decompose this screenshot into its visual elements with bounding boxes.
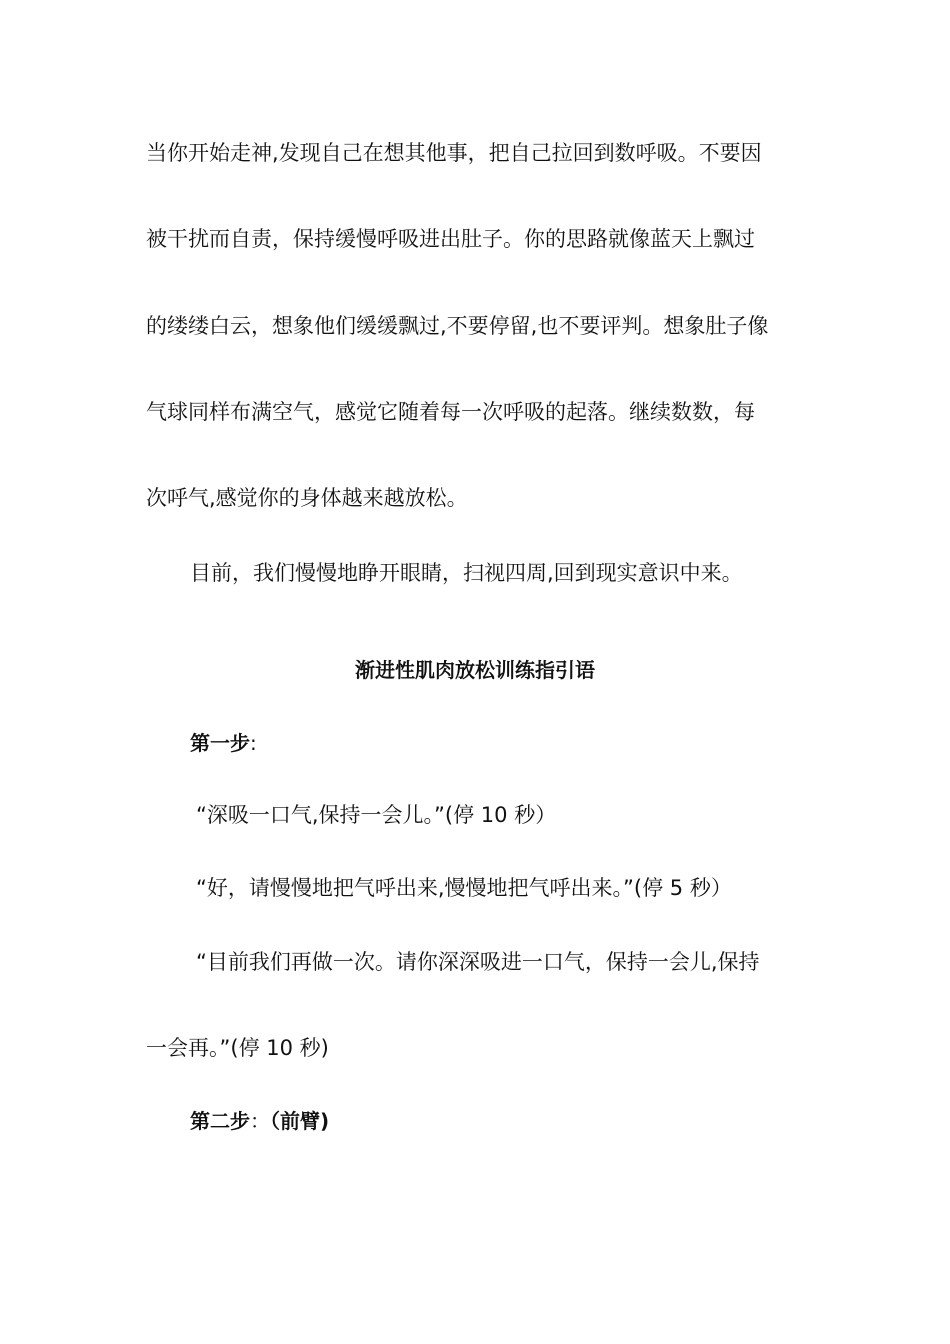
step1-continuation: 一会再。”(停 10 秒) [146, 1036, 329, 1060]
step2-colon: ： [250, 1109, 270, 1133]
step1-colon: : [250, 731, 257, 755]
step1-heading-text: 第一步 [190, 731, 250, 755]
step1-line-1: “深吸一口气,保持一会儿。”(停 10 秒） [196, 803, 557, 827]
intro-line-2: 被干扰而自责，保持缓慢呼吸进出肚子。你的思路就像蓝天上飘过 [146, 227, 755, 251]
intro-line-1: 当你开始走神,发现自己在想其他事，把自己拉回到数呼吸。不要因 [146, 141, 762, 165]
step2-heading-text: 第二步 [190, 1109, 250, 1133]
step1-line-2: “好，请慢慢地把气呼出来,慢慢地把气呼出来。”(停 5 秒） [196, 876, 732, 900]
step1-heading [190, 729, 257, 757]
intro-line-4: 气球同样布满空气，感觉它随着每一次呼吸的起落。继续数数，每 [146, 400, 755, 424]
step1-line-3: “目前我们再做一次。请你深深吸进一口气，保持一会儿,保持 [196, 950, 760, 974]
closing-paragraph: 目前，我们慢慢地睁开眼睛，扫视四周,回到现实意识中来。 [190, 561, 743, 585]
intro-line-3: 的缕缕白云，想象他们缓缓飘过,不要停留,也不要评判。想象肚子像 [146, 314, 769, 338]
section-title: 渐进性肌肉放松训练指引语 [355, 658, 595, 682]
step2-sub: （前臂) [270, 1109, 330, 1133]
step2-heading [190, 1107, 329, 1135]
intro-line-5: 次呼气,感觉你的身体越来越放松。 [146, 486, 468, 510]
